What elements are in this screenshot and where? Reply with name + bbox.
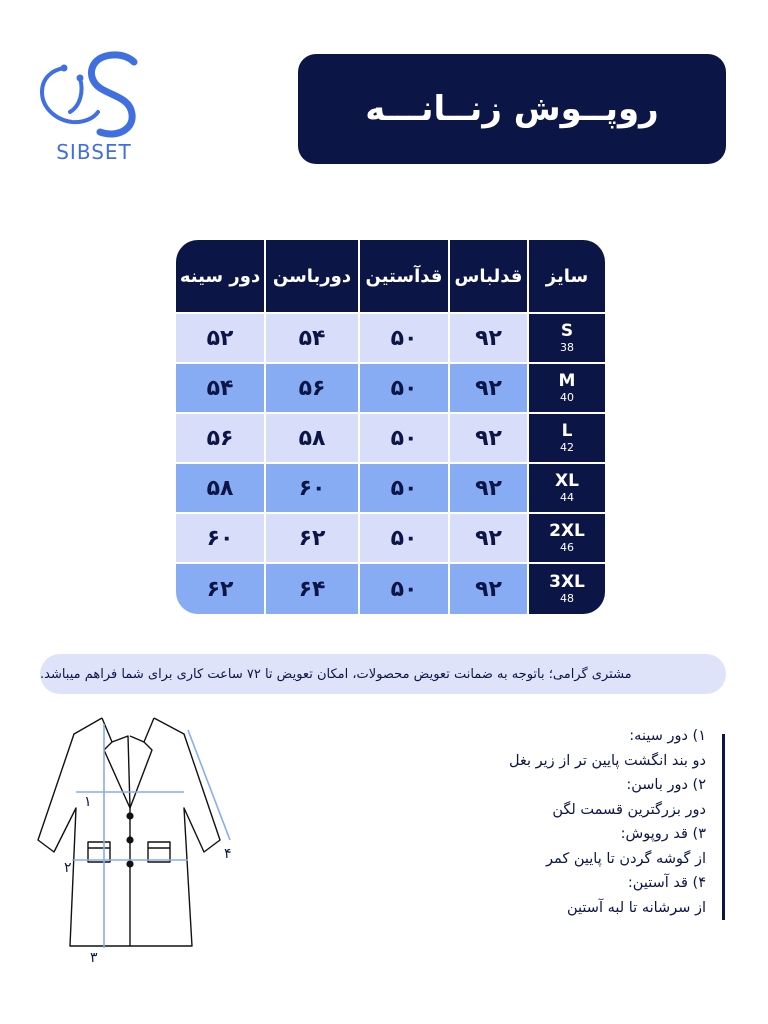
table-cell: ۵۴ — [266, 314, 358, 362]
diagram-label-sleeve: ۴ — [224, 846, 232, 862]
header-hip: دورباسن — [266, 240, 358, 312]
table-cell: ۶۰ — [176, 514, 264, 562]
instruction-hip-title: ۲) دور باسن: — [626, 777, 706, 793]
table-cell: ۵۰ — [360, 314, 448, 362]
diagram-label-chest: ۱ — [84, 794, 92, 810]
table-cell: ۵۰ — [360, 564, 448, 614]
header-sleeve: قدآستین — [360, 240, 448, 312]
size-cell-m — [529, 364, 605, 412]
table-cell: ۵۰ — [360, 414, 448, 462]
exchange-notice — [40, 654, 726, 694]
table-cell: ۵۴ — [176, 364, 264, 412]
table-cell: ۵۲ — [176, 314, 264, 362]
size-number: 40 — [560, 391, 574, 404]
table-cell: ۹۲ — [450, 514, 527, 562]
size-number: 48 — [560, 592, 574, 605]
header-length: قدلباس — [450, 240, 527, 312]
header-chest: دور سینه — [176, 240, 264, 312]
measurement-instructions — [406, 724, 706, 920]
instruction-hip-text: دور بزرگترین قسمت لگن — [552, 801, 706, 818]
page-title: روپــوش زنــانـــه — [365, 89, 659, 129]
instruction-chest-title: ۱) دور سینه: — [629, 728, 706, 744]
size-cell-3xl — [529, 564, 605, 614]
table-cell: ۶۰ — [266, 464, 358, 512]
diagram-label-length: ۳ — [90, 950, 98, 966]
size-label: 2XL — [549, 521, 585, 541]
page-title-box — [298, 54, 726, 164]
brand-name: SIBSET — [56, 140, 132, 164]
table-cell: ۵۰ — [360, 514, 448, 562]
brand-logo — [34, 48, 144, 170]
size-number: 44 — [560, 491, 574, 504]
size-cell-xl — [529, 464, 605, 512]
table-cell: ۵۶ — [176, 414, 264, 462]
instructions-divider — [722, 734, 725, 920]
stethoscope-logo-icon — [34, 48, 144, 143]
instruction-sleeve-text: از سرشانه تا لبه آستین — [567, 899, 706, 916]
coat-measurement-diagram — [34, 712, 244, 967]
table-cell: ۹۲ — [450, 464, 527, 512]
table-cell: ۵۰ — [360, 364, 448, 412]
size-number: 46 — [560, 541, 574, 554]
header-size: سایز — [529, 240, 605, 312]
size-number: 38 — [560, 341, 574, 354]
table-cell: ۵۸ — [266, 414, 358, 462]
size-cell-2xl — [529, 514, 605, 562]
coat-button — [126, 836, 133, 843]
size-label: M — [558, 371, 576, 391]
size-label: S — [560, 321, 574, 341]
exchange-notice-text: مشتری گرامی؛ باتوجه به ضمانت تعویض محصولات، امکان تعویض تا ۷۲ ساعت کاری برای شما فراهم میباشد. — [40, 666, 632, 682]
size-number: 42 — [560, 441, 574, 454]
instruction-length-text: از گوشه گردن تا پایین کمر — [545, 850, 706, 867]
lab-coat-icon — [34, 712, 244, 967]
size-cell-l — [529, 414, 605, 462]
coat-button — [126, 860, 133, 867]
table-cell: ۶۴ — [266, 564, 358, 614]
size-table — [176, 240, 605, 614]
size-label: 3XL — [549, 572, 585, 592]
table-cell: ۶۲ — [266, 514, 358, 562]
table-cell: ۹۲ — [450, 314, 527, 362]
table-cell: ۹۲ — [450, 364, 527, 412]
table-cell: ۵۶ — [266, 364, 358, 412]
instruction-chest-text: دو بند انگشت پایین تر از زیر بغل — [508, 752, 706, 769]
table-cell: ۵۸ — [176, 464, 264, 512]
size-label: XL — [555, 471, 579, 491]
table-cell: ۹۲ — [450, 564, 527, 614]
table-cell: ۵۰ — [360, 464, 448, 512]
table-cell: ۹۲ — [450, 414, 527, 462]
instruction-length-title: ۳) قد روپوش: — [620, 826, 706, 842]
coat-button — [126, 812, 133, 819]
diagram-label-hip: ۲ — [64, 860, 72, 876]
instruction-sleeve-title: ۴) قد آستین: — [627, 875, 706, 891]
size-cell-s — [529, 314, 605, 362]
table-cell: ۶۲ — [176, 564, 264, 614]
size-label: L — [561, 421, 573, 441]
